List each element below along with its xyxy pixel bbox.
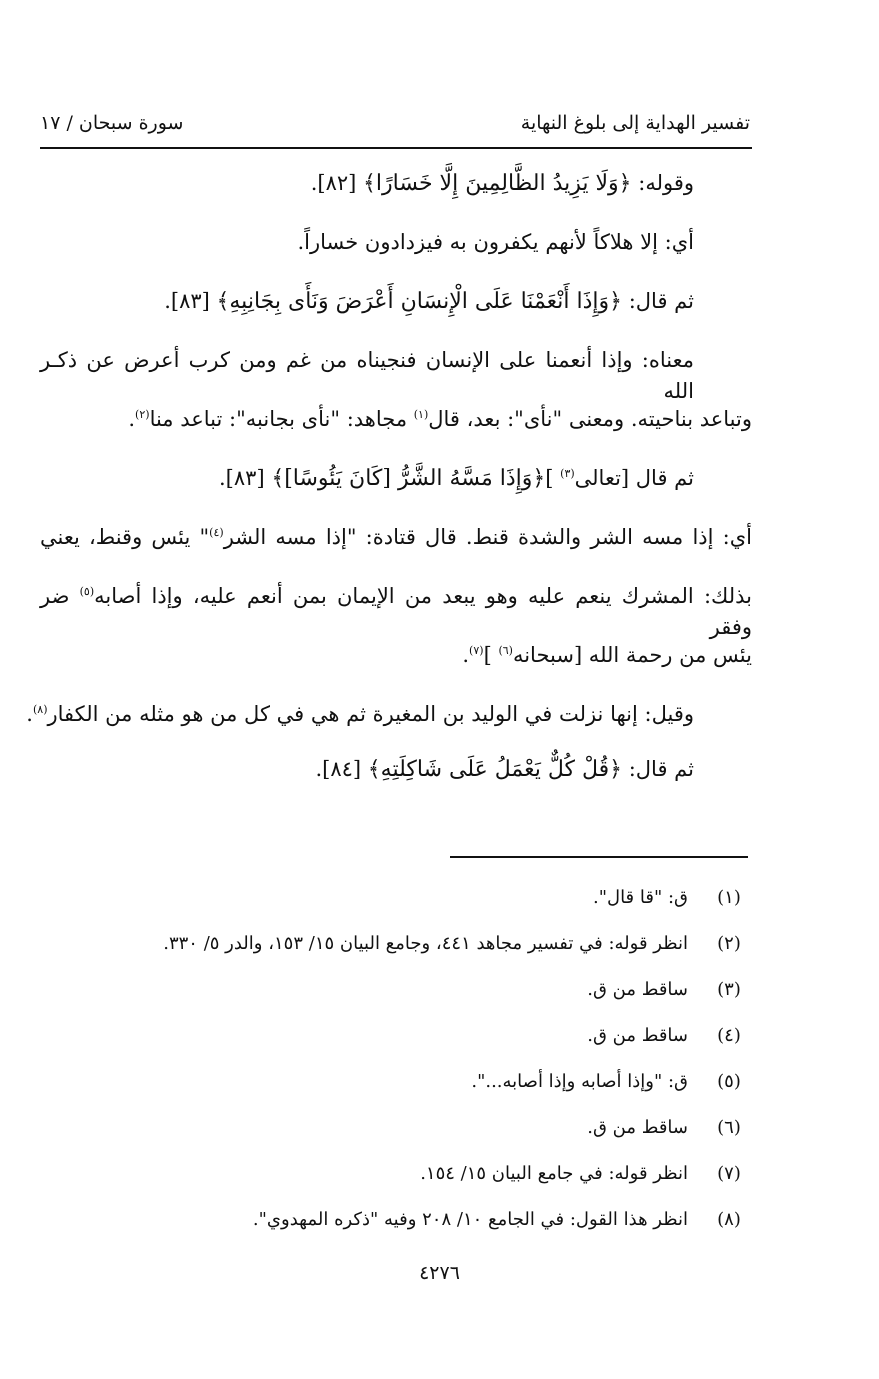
footnote-ref-8[interactable]: (٨): [32, 703, 48, 716]
footnote-number: (١): [717, 887, 741, 908]
text-line-5: وتباعد بناحيته. ومعنى "نأى": بعد، قال$^{(١)}$ مجاهد: "نأى بجانبه": تباعد منا$^{(٢)}$.: [128, 407, 752, 431]
footnote-1: [40, 884, 752, 930]
text-line-4: معناه: وإذا أنعمنا على الإنسان فنجيناه من غم ومن كرب أعرض عن ذكـر الله: [40, 348, 694, 403]
text-line-9: يئس من رحمة الله [سبحانه$^{(٦)}$ ]$^{(٧)}$.: [462, 643, 752, 667]
text-line-6: ثم قال [تعالى$^{(٣)}$ ]﴿وَإِذَا مَسَّهُ الشَّرُّ [كَانَ يَئُوسًا]﴾ [٨٣].: [219, 466, 694, 491]
footnote-ref-2[interactable]: (٢): [135, 408, 150, 421]
footnote-3: [40, 976, 752, 1022]
footnote-ref-4[interactable]: (٤): [209, 526, 224, 539]
main-text: [26, 168, 753, 785]
footnote-separator: [450, 856, 748, 858]
footnote-number: (٨): [717, 1209, 741, 1230]
page-number: ٤٢٧٦: [419, 1262, 460, 1284]
footnote-number: (٤): [717, 1025, 741, 1046]
footnote-ref-3[interactable]: (٣): [560, 467, 575, 480]
quran-verse: ﴿وَلَا يَزِيدُ الظَّالِمِينَ إِلَّا خَسَارًا﴾: [363, 171, 632, 196]
footnote-2: [40, 930, 752, 976]
text-line-3: ثم قال: ﴿وَإِذَا أَنْعَمْنَا عَلَى الْإِنسَانِ أَعْرَضَ وَنَأَى بِجَانِبِهِ﴾ [٨٣].: [164, 289, 694, 314]
running-header: [40, 112, 750, 144]
footnote-text: ق: "قا قال".: [592, 887, 688, 908]
quran-verse: ﴿وَإِذَا مَسَّهُ الشَّرُّ [كَانَ يَئُوسًا]﴾: [271, 466, 546, 491]
footnote-6: [40, 1114, 752, 1160]
footnote-5: [40, 1068, 752, 1114]
book-title: تفسير الهداية إلى بلوغ النهاية: [520, 112, 750, 134]
footnote-number: (٦): [717, 1117, 741, 1138]
footnote-7: [40, 1160, 752, 1206]
text-line-8: بذلك: المشرك ينعم عليه وهو يبعد من الإيمان بمن أنعم عليه، وإذا أصابه$^{(٥)}$ ضر وفقر: [40, 584, 752, 639]
footnote-text: ساقط من ق.: [587, 1025, 688, 1046]
footnote-number: (٧): [717, 1163, 741, 1184]
text-line-1: وقوله: ﴿وَلَا يَزِيدُ الظَّالِمِينَ إِلَّا خَسَارًا﴾ [٨٢].: [310, 171, 694, 196]
quran-verse: ﴿قُلْ كُلٌّ يَعْمَلُ عَلَى شَاكِلَتِهِ﴾: [367, 757, 623, 782]
footnote-text: انظر قوله: في جامع البيان ١٥/ ١٥٤.: [420, 1163, 688, 1184]
footnote-number: (٥): [717, 1071, 741, 1092]
footnote-text: ساقط من ق.: [587, 979, 688, 1000]
footnote-text: انظر قوله: في تفسير مجاهد ٤٤١، وجامع البيان ١٥/ ١٥٣، والدر ٥/ ٣٣٠.: [163, 933, 688, 954]
text-line-11: ثم قال: ﴿قُلْ كُلٌّ يَعْمَلُ عَلَى شَاكِلَتِهِ﴾ [٨٤].: [315, 757, 694, 782]
footnote-text: ساقط من ق.: [587, 1117, 688, 1138]
text-line-10: وقيل: إنها نزلت في الوليد بن المغيرة ثم هي في كل من هو مثله من الكفار$^{(٨)}$.: [26, 702, 694, 726]
surah-page-ref: سورة سبحان / ١٧: [40, 112, 184, 134]
footnote-ref-6[interactable]: (٦): [498, 644, 513, 657]
footnote-text: انظر هذا القول: في الجامع ١٠/ ٢٠٨ وفيه "ذكره المهدوي".: [252, 1209, 688, 1230]
footnote-ref-5[interactable]: (٥): [79, 585, 95, 598]
footnote-4: [40, 1022, 752, 1068]
footnotes: [40, 884, 752, 1252]
footnote-ref-1[interactable]: (١): [413, 408, 429, 421]
text-line-7: أي: إذا مسه الشر والشدة قنط. قال قتادة: "إذا مسه الشر$^{(٤)}$" يئس وقنط، يعني: [40, 525, 753, 549]
footnote-number: (٢): [717, 933, 741, 954]
footnote-number: (٣): [717, 979, 741, 1000]
quran-verse: ﴿وَإِذَا أَنْعَمْنَا عَلَى الْإِنسَانِ أَعْرَضَ وَنَأَى بِجَانِبِهِ﴾: [216, 289, 623, 314]
text-line-2: أي: إلا هلاكاً لأنهم يكفرون به فيزدادون خساراً.: [297, 230, 694, 254]
footnote-text: ق: "وإذا أصابه وإذا أصابه...".: [471, 1071, 688, 1092]
footnote-8: [40, 1206, 752, 1252]
footnote-ref-7[interactable]: (٧): [469, 644, 484, 657]
header-rule: [40, 147, 752, 149]
